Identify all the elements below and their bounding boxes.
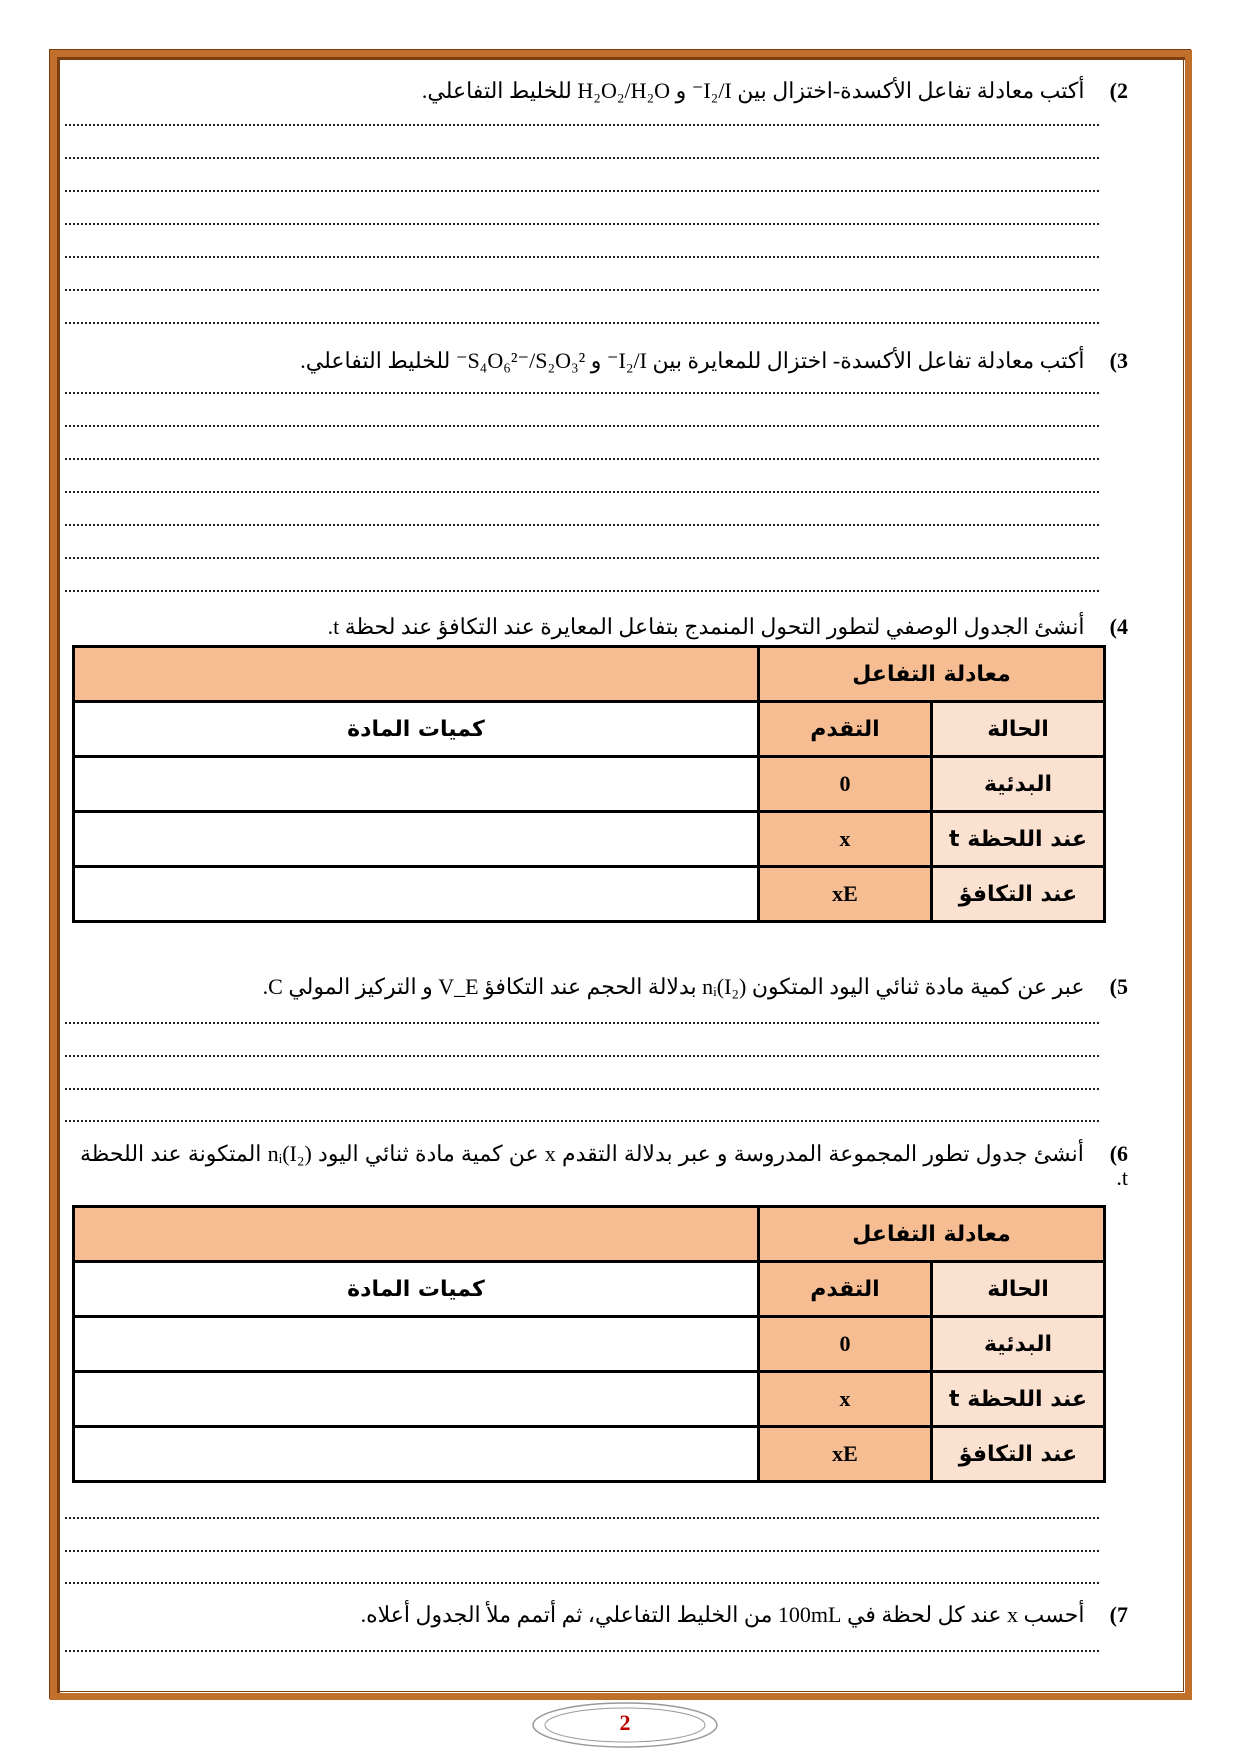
question-5 <box>263 974 1128 1000</box>
answer-line <box>65 522 1099 526</box>
advancement-table <box>72 645 1106 923</box>
quantities-equivalence-cell[interactable] <box>74 1427 759 1482</box>
question-number: 5) <box>1109 974 1128 999</box>
advance-equivalence: xE <box>759 1427 932 1482</box>
reaction-equation-header: معادلة التفاعل <box>759 1207 1105 1262</box>
answer-line <box>65 122 1099 126</box>
answer-line <box>65 1118 1099 1122</box>
answer-line <box>65 1648 1099 1652</box>
question-text: أكتب معادلة تفاعل الأكسدة-اختزال بين I₂/I⁻ و H₂O₂/H₂O للخليط التفاعلي. <box>421 78 1085 103</box>
state-initial: البدئية <box>932 1317 1105 1372</box>
question-number: 7) <box>1109 1602 1128 1627</box>
answer-line <box>65 489 1099 493</box>
answer-line <box>65 390 1099 394</box>
question-2 <box>422 78 1128 104</box>
question-text: أحسب x عند كل لحظة في 100mL من الخليط التفاعلي، ثم أتمم ملأ الجدول أعلاه. <box>360 1602 1085 1627</box>
answer-line <box>65 287 1099 291</box>
question-number: 4) <box>1109 614 1128 639</box>
answer-line <box>65 320 1099 324</box>
advance-column-header: التقدم <box>759 702 932 757</box>
answer-line <box>65 221 1099 225</box>
advance-at-t: x <box>759 812 932 867</box>
advance-initial: 0 <box>759 757 932 812</box>
advance-column-header: التقدم <box>759 1262 932 1317</box>
quantities-at-t-cell[interactable] <box>74 812 759 867</box>
answer-line <box>65 1053 1099 1057</box>
answer-line <box>65 1086 1099 1090</box>
quantities-initial-cell[interactable] <box>74 757 759 812</box>
question-7 <box>361 1602 1128 1628</box>
question-number: 6) <box>1109 1141 1129 1166</box>
state-at-t: عند اللحظة t <box>932 1372 1105 1427</box>
answer-line <box>65 188 1099 192</box>
reaction-equation-header: معادلة التفاعل <box>759 647 1105 702</box>
page-number-badge <box>530 1700 720 1750</box>
question-3 <box>300 348 1128 374</box>
question-text: أكتب معادلة تفاعل الأكسدة- اختزال للمعايرة بين I₂/I⁻ و S₄O₆²⁻/S₂O₃²⁻ للخليط التفاعلي. <box>300 348 1085 373</box>
question-number: 2) <box>1109 78 1128 103</box>
advance-equivalence: xE <box>759 867 932 922</box>
quantities-at-t-cell[interactable] <box>74 1372 759 1427</box>
quantities-column-header: كميات المادة <box>74 1262 759 1317</box>
answer-line <box>65 456 1099 460</box>
question-text: أنشئ الجدول الوصفي لتطور التحول المنمدج بتفاعل المعايرة عند التكافؤ عند لحظة t. <box>327 614 1085 639</box>
answer-line <box>65 1020 1099 1024</box>
quantities-column-header: كميات المادة <box>74 702 759 757</box>
question-text: عبر عن كمية مادة ثنائي اليود المتكون nᵢ(I₂) بدلالة الحجم عند التكافؤ V_E و التركيز المولي C. <box>262 974 1085 999</box>
state-initial: البدئية <box>932 757 1105 812</box>
answer-line <box>65 254 1099 258</box>
question-6 <box>80 1142 1128 1190</box>
state-at-t: عند اللحظة t <box>932 812 1105 867</box>
answer-line <box>65 423 1099 427</box>
answer-line <box>65 1580 1099 1584</box>
question-number: 3) <box>1109 348 1128 373</box>
answer-line <box>65 1548 1099 1552</box>
answer-line <box>65 1515 1099 1519</box>
answer-line <box>65 588 1099 592</box>
question-4 <box>328 614 1128 640</box>
state-equivalence: عند التكافؤ <box>932 867 1105 922</box>
quantities-initial-cell[interactable] <box>74 1317 759 1372</box>
state-column-header: الحالة <box>932 1262 1105 1317</box>
page-number: 2 <box>619 1710 631 1735</box>
quantities-equivalence-cell[interactable] <box>74 867 759 922</box>
answer-line <box>65 555 1099 559</box>
reaction-equation-cell[interactable] <box>74 1207 759 1262</box>
state-column-header: الحالة <box>932 702 1105 757</box>
state-equivalence: عند التكافؤ <box>932 1427 1105 1482</box>
answer-line <box>65 155 1099 159</box>
reaction-equation-cell[interactable] <box>74 647 759 702</box>
advance-initial: 0 <box>759 1317 932 1372</box>
advance-at-t: x <box>759 1372 932 1427</box>
question-text: أنشئ جدول تطور المجموعة المدروسة و عبر بدلالة التقدم x عن كمية مادة ثنائي اليود nᵢ(I₂) المتكونة عند اللحظة t. <box>80 1141 1128 1190</box>
evolution-table <box>72 1205 1106 1483</box>
